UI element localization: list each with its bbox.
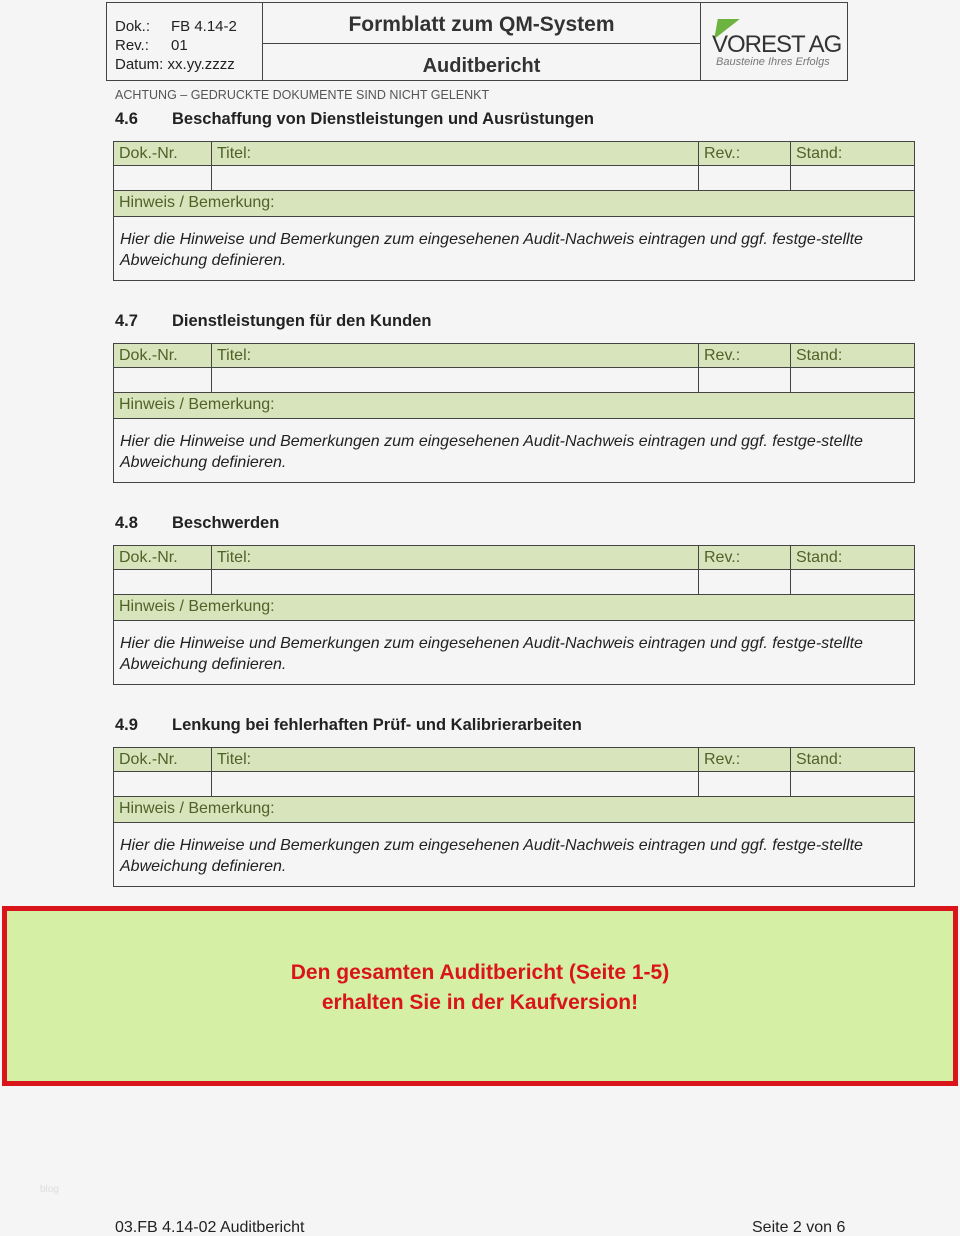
rev-value: 01 xyxy=(171,37,188,54)
titel-field[interactable] xyxy=(211,368,698,392)
hinweis-text[interactable]: Hier die Hinweise und Bemerkungen zum eingesehenen Audit-Nachweis eintragen und ggf. festge-stellte Abweichung definieren. xyxy=(120,837,863,875)
hinweis-header-row xyxy=(114,393,914,419)
section-heading xyxy=(115,716,582,735)
control-warning: ACHTUNG – GEDRUCKTE DOKUMENTE SIND NICHT GELENKT xyxy=(115,88,490,102)
doknr-field[interactable] xyxy=(114,166,211,190)
audit-table xyxy=(113,545,915,685)
section-title: Lenkung bei fehlerhaften Prüf- und Kalibrierarbeiten xyxy=(172,716,582,734)
rev-label: Rev.: xyxy=(115,37,149,54)
titel-field[interactable] xyxy=(211,166,698,190)
audit-table xyxy=(113,747,915,887)
col-titel: Titel: xyxy=(211,748,698,771)
section-heading xyxy=(115,514,279,533)
col-stand: Stand: xyxy=(790,344,914,367)
audit-table xyxy=(113,343,915,483)
col-doknr: Dok.-Nr. xyxy=(119,751,178,768)
hinweis-header-row xyxy=(114,191,914,217)
hinweis-label: Hinweis / Bemerkung: xyxy=(119,800,275,817)
rev-field[interactable] xyxy=(698,166,790,190)
col-doknr: Dok.-Nr. xyxy=(119,347,178,364)
section-number: 4.7 xyxy=(115,312,138,330)
col-rev: Rev.: xyxy=(698,748,790,771)
doknr-field[interactable] xyxy=(114,368,211,392)
table-entry-row xyxy=(114,368,914,393)
table-entry-row xyxy=(114,166,914,191)
hinweis-text[interactable]: Hier die Hinweise und Bemerkungen zum eingesehenen Audit-Nachweis eintragen und ggf. festge-stellte Abweichung definieren. xyxy=(120,635,863,673)
purchase-banner xyxy=(2,906,958,1086)
document-meta xyxy=(107,3,263,80)
stand-field[interactable] xyxy=(790,166,914,190)
document-title: Auditbericht xyxy=(422,55,541,77)
banner-line-2: erhalten Sie in der Kaufversion! xyxy=(321,991,639,1014)
section-number: 4.9 xyxy=(115,716,138,734)
col-titel: Titel: xyxy=(211,142,698,165)
datum-value: xx.yy.zzzz xyxy=(167,56,235,73)
col-titel: Titel: xyxy=(211,344,698,367)
col-stand: Stand: xyxy=(790,748,914,771)
hinweis-label: Hinweis / Bemerkung: xyxy=(119,396,275,413)
hinweis-label: Hinweis / Bemerkung: xyxy=(119,598,275,615)
titel-field[interactable] xyxy=(211,772,698,796)
rev-field[interactable] xyxy=(698,368,790,392)
doknr-field[interactable] xyxy=(114,772,211,796)
section-number: 4.6 xyxy=(115,110,138,128)
table-entry-row xyxy=(114,772,914,797)
rev-field[interactable] xyxy=(698,772,790,796)
section-heading xyxy=(115,312,431,331)
audit-table xyxy=(113,141,915,281)
hinweis-text[interactable]: Hier die Hinweise und Bemerkungen zum eingesehenen Audit-Nachweis eintragen und ggf. festge-stellte Abweichung definieren. xyxy=(120,231,863,269)
col-stand: Stand: xyxy=(790,546,914,569)
table-header-row xyxy=(114,546,914,570)
company-logo xyxy=(700,3,848,80)
col-doknr: Dok.-Nr. xyxy=(119,549,178,566)
stand-field[interactable] xyxy=(790,368,914,392)
datum-label: Datum: xyxy=(115,56,164,73)
rev-field[interactable] xyxy=(698,570,790,594)
hinweis-label: Hinweis / Bemerkung: xyxy=(119,194,275,211)
document-header xyxy=(106,2,848,81)
watermark: blog xyxy=(40,1184,59,1195)
col-rev: Rev.: xyxy=(698,546,790,569)
table-header-row xyxy=(114,344,914,368)
form-title: Formblatt zum QM-System xyxy=(263,3,700,44)
section-heading xyxy=(115,110,594,129)
col-rev: Rev.: xyxy=(698,142,790,165)
banner-line-1: Den gesamten Auditbericht (Seite 1-5) xyxy=(290,961,670,984)
logo-name: VOREST AG xyxy=(712,31,842,58)
hinweis-header-row xyxy=(114,797,914,823)
col-doknr: Dok.-Nr. xyxy=(119,145,178,162)
section-title: Beschwerden xyxy=(172,514,280,532)
stand-field[interactable] xyxy=(790,570,914,594)
dok-label: Dok.: xyxy=(115,18,151,35)
doknr-field[interactable] xyxy=(114,570,211,594)
footer-document-name: 03.FB 4.14-02 Auditbericht xyxy=(115,1219,305,1236)
dok-value: FB 4.14-2 xyxy=(171,18,237,35)
col-titel: Titel: xyxy=(211,546,698,569)
hinweis-text[interactable]: Hier die Hinweise und Bemerkungen zum eingesehenen Audit-Nachweis eintragen und ggf. festge-stellte Abweichung definieren. xyxy=(120,433,863,471)
section-number: 4.8 xyxy=(115,514,138,532)
section-title: Beschaffung von Dienstleistungen und Ausrüstungen xyxy=(172,110,594,128)
table-entry-row xyxy=(114,570,914,595)
col-rev: Rev.: xyxy=(698,344,790,367)
titel-field[interactable] xyxy=(211,570,698,594)
footer-page-number: Seite 2 von 6 xyxy=(752,1219,846,1236)
table-header-row xyxy=(114,748,914,772)
col-stand: Stand: xyxy=(790,142,914,165)
table-header-row xyxy=(114,142,914,166)
hinweis-header-row xyxy=(114,595,914,621)
stand-field[interactable] xyxy=(790,772,914,796)
section-title: Dienstleistungen für den Kunden xyxy=(172,312,432,330)
logo-tagline: Bausteine Ihres Erfolgs xyxy=(716,56,830,68)
